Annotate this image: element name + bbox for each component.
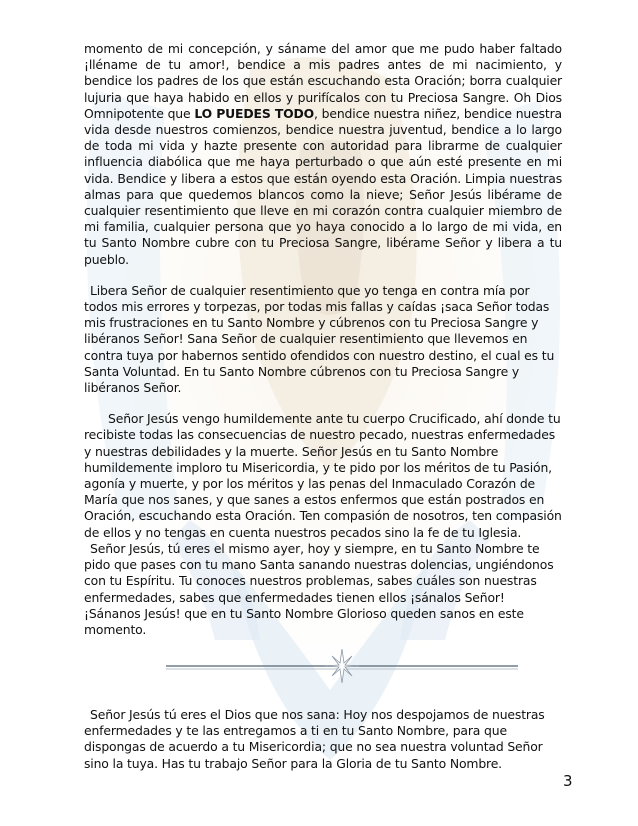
paragraph-1-start: momento de mi concepción, y sáname del amor que me pudo haber faltado ¡lléname de tu amor!, bendice a mis padres antes de mi nacimiento, y bendice los padres de los que están escuchando esta Oración; borra cualquier lujuria que haya habido en ellos y purifícalos con tu Preciosa Sangre. Oh Dios Omnipotente que xyxy=(84,41,562,121)
emphasis-lo-puedes-todo: LO PUEDES TODO xyxy=(194,105,315,121)
paragraph-1-end: , bendice nuestra niñez, bendice nuestra vida desde nuestros comienzos, bendice nuestra juventud, bendice a lo largo de toda mi vida y hazte presente con autoridad para librarme de cualquier influencia diabólica que me haya perturbado o que aún esté presente en mi vida. Bendice y libera a estos que están oyendo esta Oración. Limpia nuestras almas para que quedemos blancos como la nieve; Señor Jesús libérame de cualquier resentimiento que lleve en mi corazón contra cualquier miembro de mi familia, cualquier persona que yo haya conocido a lo largo de mi vida, en tu Santo Nombre cubre con tu Preciosa Sangre, libérame Señor y libera a tu pueblo. xyxy=(84,105,562,267)
document-body xyxy=(84,41,562,638)
paragraph-2: Libera Señor de cualquier resentimiento que yo tenga en contra mía por todos mis errores y torpezas, por todas mis fallas y caídas ¡saca Señor todas mis frustraciones en tu Santo Nombre y cúbrenos con tu Preciosa Sangre y libéranos Señor! Sana Señor de cualquier resentimiento que llevemos en contra tuya por habernos sentido ofendidos con nuestro destino, el cual es tu Santa Voluntad. En tu Santo Nombre cúbrenos con tu Preciosa Sangre y libéranos Señor. xyxy=(84,282,555,396)
paragraph-4: Señor Jesús, tú eres el mismo ayer, hoy y siempre, en tu Santo Nombre te pido que pases con tu mano Santa sanando nuestras dolencias, ungiéndonos con tu Espíritu. Tu conoces nuestros problemas, sabes cuáles son nuestras enfermedades, sabes que enfermedades tienen ellos ¡sánalos Señor! ¡Sánanos Jesús! que en tu Santo Nombre Glorioso queden sanos en este momento. xyxy=(84,540,554,637)
star-ornament-icon xyxy=(325,649,359,683)
closing-section xyxy=(84,707,562,772)
paragraph-1 xyxy=(84,41,562,268)
paragraph-5: Señor Jesús tú eres el Dios que nos sana: Hoy nos despojamos de nuestras enfermedades y te las entregamos a ti en tu Santo Nombre, para que dispongas de acuerdo a tu Misericordia; que no sea nuestra voluntad Señor sino la tuya. Has tu trabajo Señor para la Gloria de tu Santo Nombre. xyxy=(84,707,545,771)
ornamental-divider xyxy=(166,648,518,684)
paragraph-3: Señor Jesús vengo humildemente ante tu cuerpo Crucificado, ahí donde tu recibiste todas las consecuencias de nuestro pecado, nuestras enfermedades y nuestras debilidades y la muerte. Señor Jesús en tu Santo Nombre humildemente imploro tu Misericordia, y te pido por los méritos de tu Pasión, agonía y muerte, y por los méritos y las penas del Inmaculado Corazón de María que nos sanes, y que sanes a estos enfermos que están postrados en Oración, escuchando esta Oración. Ten compasión de nosotros, ten compasión de ellos y no tengas en cuenta nuestros pecados sino la fe de tu Iglesia. xyxy=(84,411,562,540)
page-number: 3 xyxy=(563,772,573,790)
